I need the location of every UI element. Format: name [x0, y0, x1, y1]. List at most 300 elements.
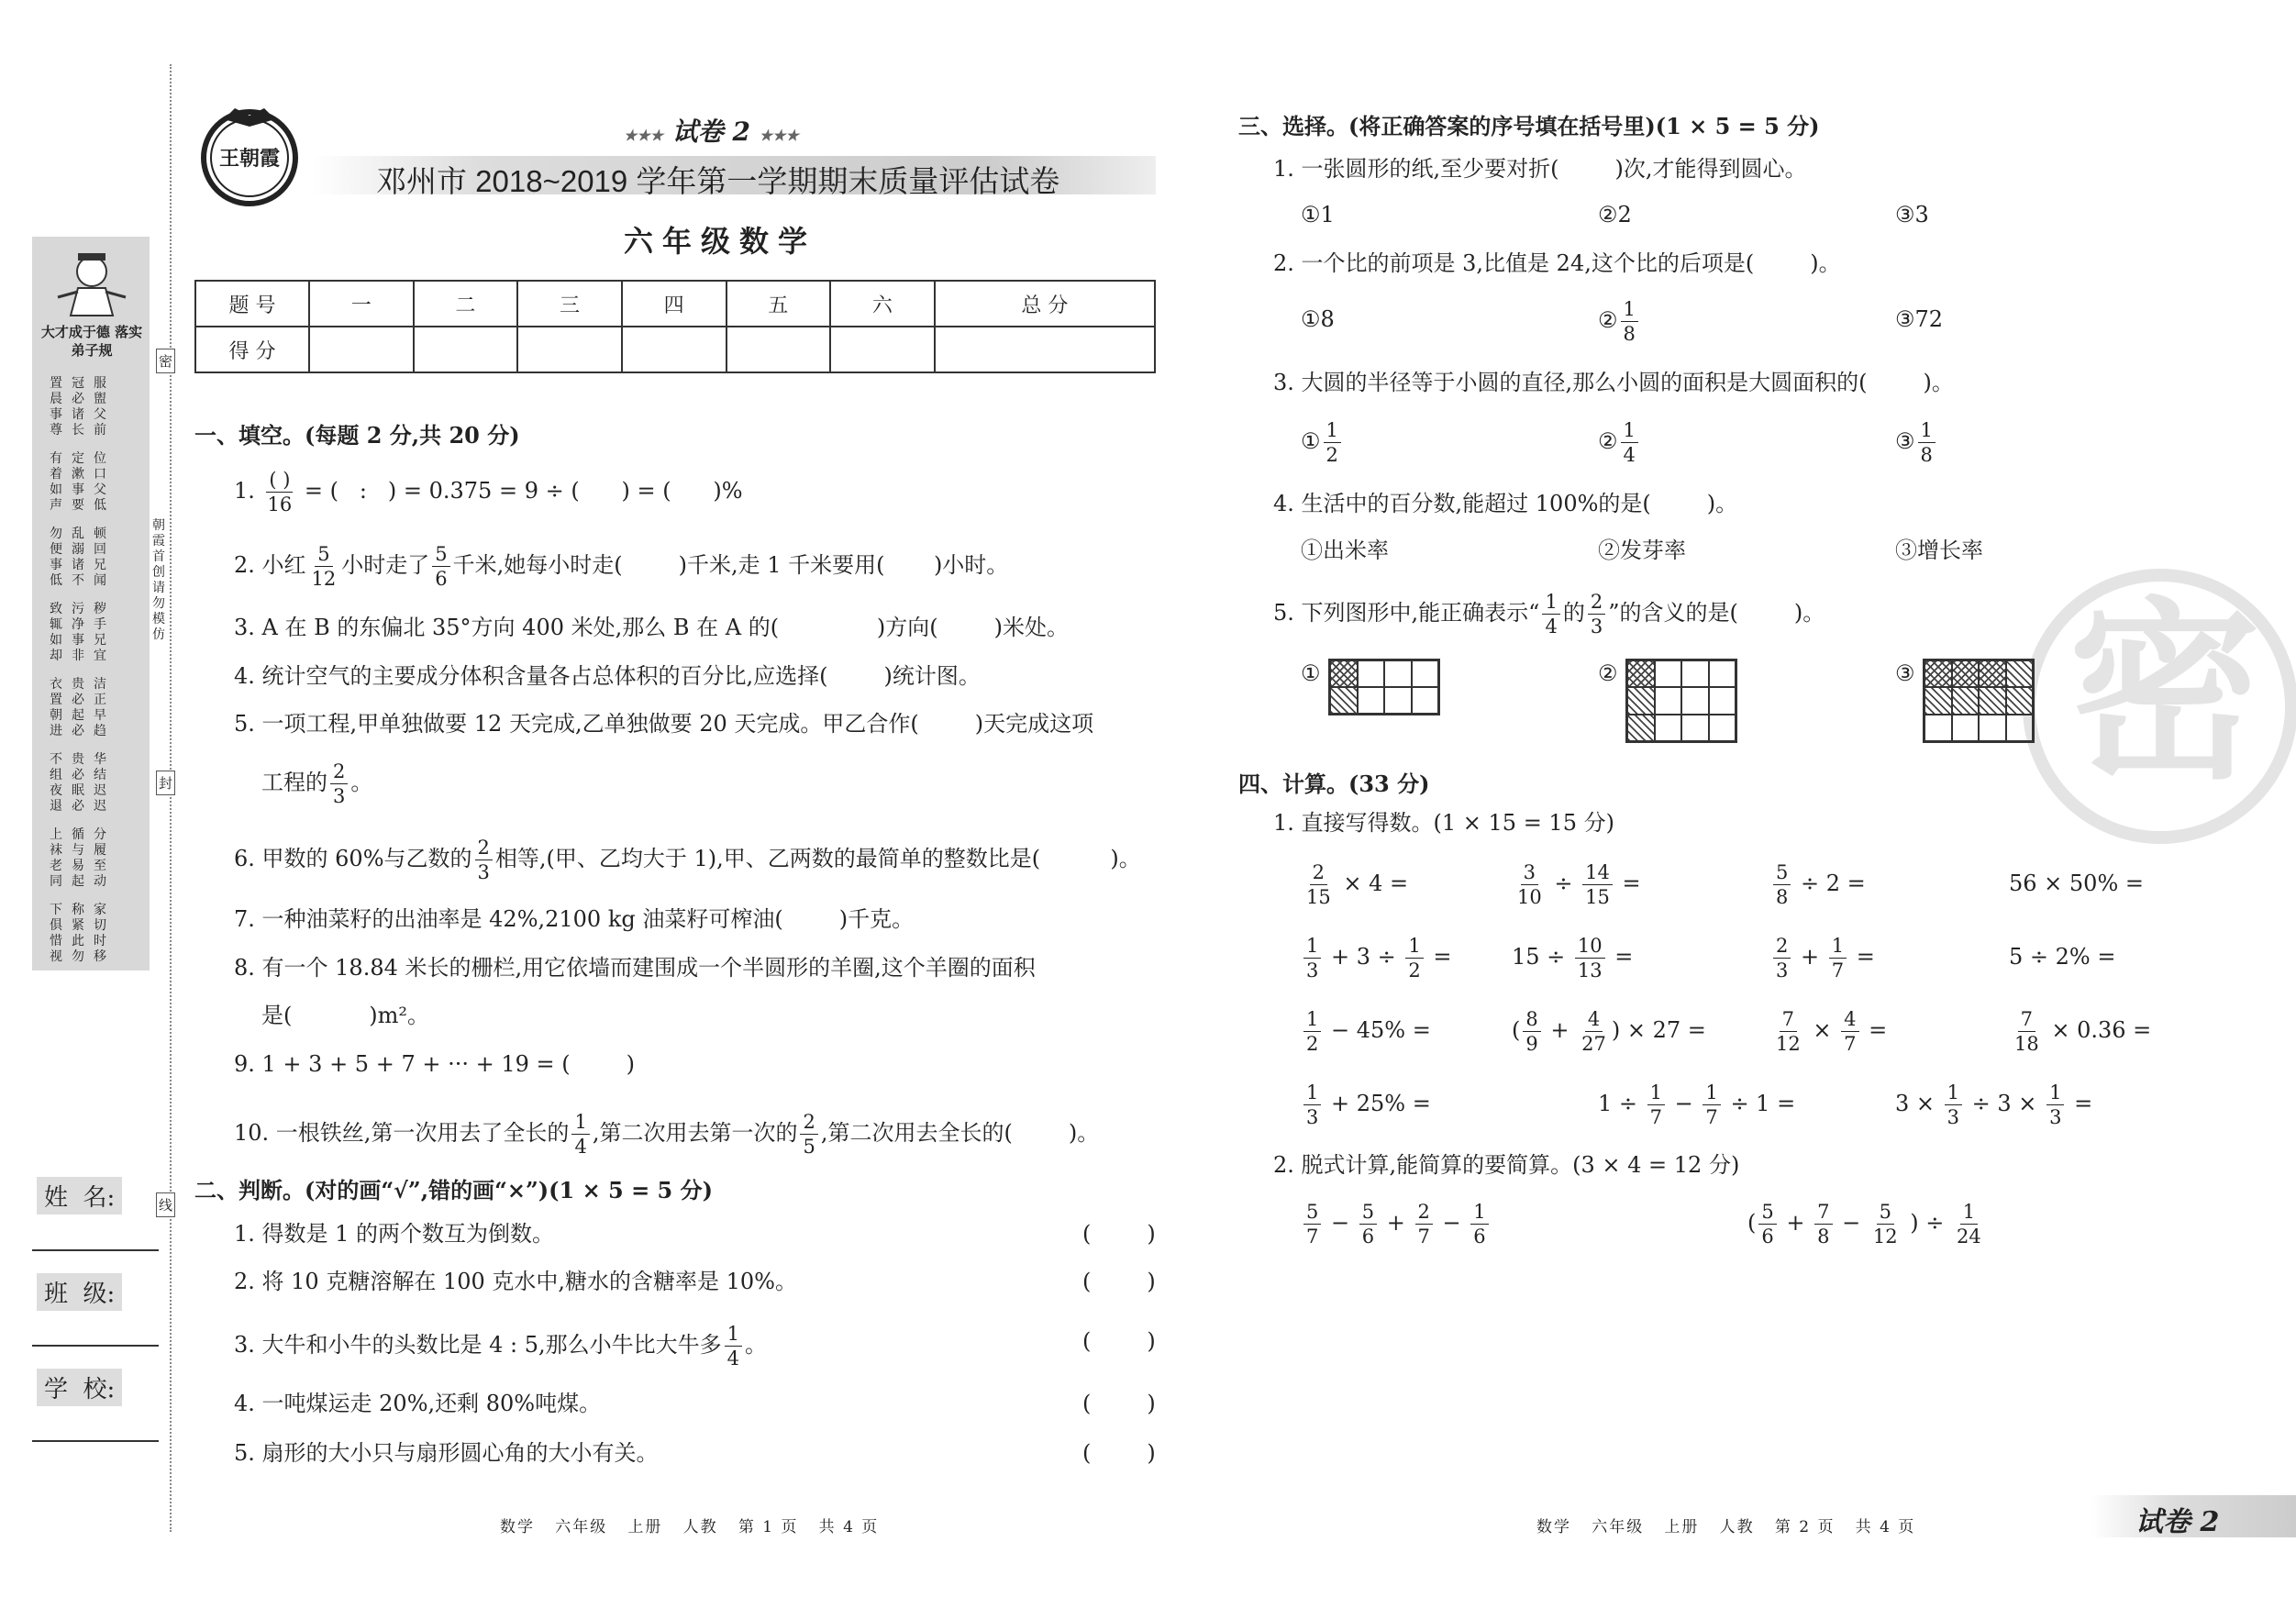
fraction	[571, 1112, 589, 1157]
calc-op: ÷	[1554, 871, 1573, 897]
calc-text: (	[1512, 1017, 1521, 1044]
s2-item: 1. 得数是 1 的两个数互为倒数。	[234, 1221, 555, 1247]
frac-num: 1	[1303, 936, 1321, 959]
frac-num: 1	[725, 1324, 742, 1347]
verse-col: 污净事非	[72, 602, 84, 663]
frac-den: 2	[1408, 959, 1421, 982]
score-header: 四	[622, 281, 727, 327]
fraction	[1841, 1009, 1858, 1054]
calc-item[interactable]	[1301, 936, 1452, 981]
footer-badge: 试卷 2	[2135, 1506, 2220, 1538]
grid-cell	[1709, 660, 1736, 687]
field-school-line[interactable]	[32, 1440, 159, 1442]
q-text: ,第二次用去全长的( )。	[820, 1120, 1100, 1147]
s4-sub1: 1. 直接写得数。(1 × 15 = 15 分)	[1273, 810, 1614, 836]
s2-answer-paren[interactable]: ( )	[1082, 1269, 1156, 1294]
s3-option[interactable]	[1598, 299, 1641, 344]
field-class-label: 班 级:	[37, 1273, 122, 1311]
score-cell[interactable]	[309, 327, 414, 372]
calc-text: + 25% =	[1331, 1091, 1431, 1117]
calc-text: =	[1614, 944, 1634, 970]
q-text: ”的含义的是( )。	[1608, 600, 1825, 627]
calc-item[interactable]	[1301, 862, 1408, 907]
grid-cell	[1655, 687, 1682, 714]
verse-col: 衣置朝进	[50, 677, 62, 738]
calc-op: +	[1786, 1210, 1805, 1237]
stars-right: ★★★	[759, 127, 799, 144]
calc-text: ÷ 2 =	[1801, 871, 1866, 897]
frac-den: 18	[2014, 1033, 2039, 1056]
verse-col: 贵必起必	[72, 677, 84, 738]
calc-op: −	[1842, 1210, 1861, 1237]
q-text: ,第二次用去第一次的	[592, 1120, 798, 1147]
fraction	[1621, 299, 1638, 344]
fraction	[432, 544, 449, 589]
frac-num: 1	[1542, 592, 1559, 615]
frac-den: 27	[1581, 1033, 1606, 1056]
s1-q1	[234, 470, 743, 515]
frac-den: 4	[727, 1347, 740, 1370]
footer-left: 数学 六年级 上册 人教 第 1 页 共 4 页	[500, 1518, 880, 1536]
fraction	[1703, 1082, 1720, 1127]
s3-option[interactable]: ①出米率	[1301, 538, 1389, 563]
q-text: 工程的	[261, 770, 327, 796]
grid-cell-crosshatched	[1330, 660, 1358, 687]
fraction	[725, 1324, 742, 1369]
grid-cell	[1681, 687, 1709, 714]
binding-mi: 密	[156, 349, 175, 373]
fraction	[1954, 1202, 1984, 1247]
s1-q5a[interactable]: 5. 一项工程,甲单独做要 12 天完成,乙单独做要 20 天完成。甲乙合作( )天完成这项	[234, 711, 1094, 737]
frac-num: 1	[1405, 936, 1423, 959]
frac-den: 3	[1306, 1106, 1319, 1129]
q-num: 1.	[234, 478, 255, 505]
calc-text: 3 ×	[1895, 1091, 1936, 1117]
fraction	[1470, 1202, 1488, 1247]
score-header: 三	[517, 281, 622, 327]
verse-col: 循与易起	[72, 827, 84, 889]
s3-option[interactable]: ①1	[1301, 202, 1335, 227]
frac-den: 7	[1705, 1106, 1718, 1129]
fraction	[1773, 936, 1791, 981]
binding-line	[170, 64, 172, 1532]
score-header: 一	[309, 281, 414, 327]
s3-option[interactable]	[1895, 420, 1938, 465]
fraction	[475, 837, 493, 882]
frac-den: 16	[267, 494, 293, 516]
s1-q8a: 8. 有一个 18.84 米长的栅栏,用它依墙而建围成一个半圆形的羊圈,这个羊圈的面积	[234, 955, 1036, 981]
sidebar-motto: 大才成于德 落实弟子规	[40, 324, 143, 359]
field-class-line[interactable]	[32, 1345, 159, 1347]
grid-cell	[1384, 660, 1412, 687]
frac-den: 3	[1776, 959, 1789, 982]
frac-den: 7	[1844, 1033, 1857, 1056]
calc-item[interactable]	[1512, 862, 1641, 907]
score-cell[interactable]	[622, 327, 727, 372]
binding-xian: 线	[156, 1192, 175, 1217]
exam-title: 邓州市 2018~2019 学年第一学期期末质量评估试卷	[376, 164, 1060, 198]
frac-den: 7	[1831, 959, 1845, 982]
calc-op: −	[1674, 1091, 1693, 1117]
grid-cell	[1655, 715, 1682, 741]
grid-cell	[1979, 715, 2006, 741]
fraction	[1758, 1202, 1776, 1247]
fraction	[1542, 592, 1559, 637]
frac-den: 3	[1947, 1106, 1960, 1129]
frac-num: 1	[1470, 1202, 1488, 1225]
s3-option[interactable]: ③72	[1895, 306, 1944, 332]
frac-den: 15	[1306, 886, 1331, 909]
q-text: 3. 大牛和小牛的头数比是 4 : 5,那么小牛比大牛多	[234, 1332, 722, 1359]
frac-num: 2	[1773, 936, 1791, 959]
frac-num[interactable]: ( )	[266, 470, 293, 493]
s3-option[interactable]: ③增长率	[1895, 538, 1983, 563]
frac-num: 1	[1945, 1082, 1962, 1105]
frac-num: 7	[2018, 1009, 2035, 1032]
s2-item: 2. 将 10 克糖溶解在 100 克水中,糖水的含糖率是 10%。	[234, 1269, 797, 1294]
s3-q4[interactable]: 4. 生活中的百分数,能超过 100%的是( )。	[1273, 491, 1738, 516]
s1-q10[interactable]	[234, 1112, 1099, 1157]
s4-sub2: 2. 脱式计算,能简算的要简算。(3 × 4 = 12 分)	[1273, 1152, 1740, 1178]
frac-num: 5	[1359, 1202, 1377, 1225]
grid-cell-hatched	[2006, 660, 2034, 687]
fraction	[1621, 420, 1638, 465]
q-text[interactable]: = ( : ) = 0.375 = 9 ÷ ( ) = ( )%	[304, 478, 743, 505]
section1-title: 一、填空。(每题 2 分,共 20 分)	[194, 422, 520, 449]
frac-den: 3	[1306, 959, 1319, 982]
series-tag	[624, 112, 799, 149]
frac-num: 1	[1703, 1082, 1720, 1105]
frac-num: 5	[1773, 862, 1791, 885]
frac-num: 5	[315, 544, 332, 567]
frac-den: 8	[1776, 886, 1789, 909]
frac-den: 3	[1590, 616, 1603, 638]
frac-num: 2	[330, 761, 348, 784]
grid-cell	[1681, 715, 1709, 741]
grid-cell	[1384, 687, 1412, 714]
s3-fig-label[interactable]: ②	[1598, 660, 1618, 686]
calc-item[interactable]: 56 × 50% =	[2009, 871, 2144, 896]
frac-num: 2	[475, 837, 493, 860]
frac-num: 10	[1575, 936, 1605, 959]
grid-cell-crosshatched	[1924, 660, 1952, 687]
calc-item[interactable]	[1598, 1082, 1795, 1127]
grid-cell	[2006, 715, 2034, 741]
calc-text: =	[1856, 944, 1875, 970]
s2-answer-paren[interactable]: ( )	[1082, 1440, 1156, 1466]
q-text: 。	[350, 770, 373, 796]
calc-op: ×	[1813, 1017, 1832, 1044]
calc-item[interactable]	[1895, 1082, 2092, 1127]
fraction	[1829, 936, 1847, 981]
verse-col: 家切时移	[94, 903, 106, 964]
fraction-figure-2[interactable]	[1625, 659, 1737, 743]
s3-q5[interactable]	[1273, 592, 1825, 637]
score-header: 五	[727, 281, 831, 327]
calc-item[interactable]: 5 ÷ 2% =	[2009, 944, 2116, 970]
score-header-row	[195, 281, 1155, 327]
verse-col: 致辄如却	[50, 602, 62, 663]
field-name-label: 姓 名:	[37, 1177, 122, 1214]
frac-num: 1	[1918, 420, 1936, 443]
calc-item[interactable]	[1301, 1009, 1431, 1054]
s2-answer-paren[interactable]: ( )	[1082, 1221, 1156, 1247]
fraction-figure-1[interactable]	[1328, 659, 1440, 715]
s1-q9[interactable]: 9. 1 + 3 + 5 + 7 + ··· + 19 = ( )	[234, 1051, 635, 1077]
calc-op: ÷ 3 ×	[1971, 1091, 2037, 1117]
frac-den: 4	[1545, 616, 1558, 638]
frac-num: 1	[571, 1112, 589, 1135]
calc-op: + 3 ÷	[1331, 944, 1396, 970]
s3-option[interactable]	[1301, 420, 1344, 465]
s3-q3[interactable]: 3. 大圆的半径等于小圆的直径,那么小圆的面积是大圆面积的( )。	[1273, 370, 1954, 395]
s3-option[interactable]: ③3	[1895, 202, 1929, 227]
s3-q2[interactable]: 2. 一个比的前项是 3,比值是 24,这个比的后项是( )。	[1273, 250, 1841, 276]
score-cell[interactable]	[935, 327, 1155, 372]
calc-text: ) × 27 =	[1611, 1017, 1706, 1044]
verse-col: 有着如声	[50, 451, 62, 513]
frac-den: 4	[1623, 444, 1636, 467]
frac-num: 4	[1585, 1009, 1603, 1032]
calc-item[interactable]	[1512, 936, 1633, 981]
s3-option[interactable]	[1598, 420, 1641, 465]
frac-num: 1	[1621, 420, 1638, 443]
verse-col: 服盥父前	[94, 376, 106, 438]
s1-q7[interactable]: 7. 一种油菜籽的出油率是 42%,2100 kg 油菜籽可榨油( )千克。	[234, 906, 915, 932]
grid-cell-hatched	[1330, 687, 1358, 714]
score-cell[interactable]	[830, 327, 935, 372]
frac-num: 5	[1877, 1202, 1894, 1225]
fraction	[1870, 1202, 1901, 1247]
s3-q1[interactable]: 1. 一张圆形的纸,至少要对折( )次,才能得到圆心。	[1273, 156, 1807, 182]
verse-col: 不组夜退	[50, 752, 62, 814]
stars-left: ★★★	[624, 127, 664, 144]
frac-den: 6	[1361, 1225, 1375, 1248]
grid-cell-hatched	[1952, 687, 1980, 714]
calc-text: × 0.36 =	[2051, 1017, 2152, 1044]
calc-text: ÷ 1 =	[1730, 1091, 1796, 1117]
frac-num: 14	[1582, 862, 1613, 885]
q-text: 10. 一根铁丝,第一次用去了全长的	[234, 1120, 570, 1147]
frac-num: 2	[1415, 1202, 1433, 1225]
s2-item: 5. 扇形的大小只与扇形圆心角的大小有关。	[234, 1440, 659, 1466]
score-header: 二	[414, 281, 518, 327]
frac-num: 1	[1647, 1082, 1665, 1105]
grid-cell	[1412, 660, 1439, 687]
frac-num: 7	[1814, 1202, 1832, 1225]
calc-item[interactable]	[1770, 936, 1875, 981]
calc-text: =	[1622, 871, 1641, 897]
verse-col: 定漱事要	[72, 451, 84, 513]
frac-den: 24	[1957, 1225, 1981, 1248]
frac-den: 7	[1306, 1225, 1319, 1248]
fraction	[330, 761, 348, 806]
score-header: 总 分	[935, 281, 1155, 327]
fraction	[2046, 1082, 2064, 1127]
score-header: 题 号	[195, 281, 309, 327]
calc-op: +	[1801, 944, 1820, 970]
q-text: 的	[1562, 600, 1585, 627]
s1-q3[interactable]: 3. A 在 B 的东偏北 35°方向 400 米处,那么 B 在 A 的( )方向( )米处。	[234, 615, 1070, 640]
frac-num: 4	[1841, 1009, 1858, 1032]
score-cell[interactable]	[727, 327, 831, 372]
frac-den: 5	[803, 1136, 815, 1159]
opt-mark: ①	[1301, 428, 1321, 455]
s2-item	[234, 1324, 767, 1369]
frac-num: 2	[800, 1112, 817, 1135]
q-text: 2. 小红	[234, 552, 306, 579]
s1-q4[interactable]: 4. 统计空气的主要成分体积含量各占总体积的百分比,应选择( )统计图。	[234, 663, 981, 689]
field-name-line[interactable]	[32, 1249, 159, 1251]
grid-cell-hatched	[1627, 687, 1655, 714]
s2-answer-paren[interactable]: ( )	[1082, 1328, 1156, 1354]
verse-col: 位口父低	[94, 451, 106, 513]
calc-text: 15 ÷	[1512, 944, 1566, 970]
grid-cell-crosshatched	[1979, 660, 2006, 687]
calc-item[interactable]	[1770, 862, 1866, 907]
fraction	[1523, 1009, 1540, 1054]
q-text: 小时走了	[341, 552, 430, 579]
grid-cell-hatched	[1627, 715, 1655, 741]
q-text: 相等,(甲、乙均大于 1),甲、乙两数的最简单的整数比是( )。	[494, 846, 1141, 872]
score-cell[interactable]	[517, 327, 622, 372]
s1-q2[interactable]	[234, 544, 1008, 589]
frac-num: 5	[432, 544, 449, 567]
grid-cell	[1358, 660, 1385, 687]
verse-col: 乱溺诸不	[72, 527, 84, 588]
frac-den: 6	[1761, 1225, 1774, 1248]
opt-mark: ②	[1598, 307, 1618, 334]
verse-col: 勿便事低	[50, 527, 62, 588]
verse-col: 冠必诸长	[72, 376, 84, 438]
frac-num: 1	[1303, 1082, 1321, 1105]
fraction	[800, 1112, 817, 1157]
frac-den: 10	[1517, 886, 1542, 909]
exam-subject: 六年级数学	[624, 224, 817, 259]
calc-text: ) ÷	[1910, 1210, 1945, 1237]
frac-num: 1	[1303, 1009, 1321, 1032]
calc-item[interactable]	[1301, 1082, 1431, 1127]
binding-feng: 封	[156, 771, 175, 795]
score-cell[interactable]	[414, 327, 518, 372]
fraction	[1773, 1009, 1803, 1054]
frac-den: 12	[1872, 1225, 1898, 1248]
verse-col: 上袜老同	[50, 827, 62, 889]
q-text: 千米,她每小时走( )千米,走 1 千米要用( )小时。	[452, 552, 1009, 579]
frac-num: 1	[1960, 1202, 1978, 1225]
grid-cell	[1952, 715, 1980, 741]
verse-block	[46, 376, 138, 963]
series-label: 试卷 2	[671, 116, 751, 147]
frac-num: 2	[1588, 592, 1605, 615]
score-cell: 得 分	[195, 327, 309, 372]
expr-item[interactable]	[1301, 1202, 1492, 1247]
verse-col: 顿回兄闻	[94, 527, 106, 588]
calc-item[interactable]	[1512, 1009, 1706, 1054]
fraction	[1324, 420, 1341, 465]
grid-cell-crosshatched	[1627, 660, 1655, 687]
calc-text: =	[2074, 1091, 2093, 1117]
frac-den: 15	[1585, 886, 1610, 909]
frac-den: 13	[1577, 959, 1603, 982]
fraction	[1945, 1082, 1962, 1127]
logo-text: 王朝霞	[218, 147, 280, 171]
frac-den: 8	[1920, 444, 1933, 467]
s3-option[interactable]: ①8	[1301, 306, 1335, 332]
s1-q8b[interactable]: 是( )m²。	[261, 1003, 430, 1028]
fraction	[1918, 420, 1936, 465]
frac-num: 3	[1521, 862, 1538, 885]
fraction	[1773, 862, 1791, 907]
fraction	[1303, 1082, 1321, 1127]
grid-cell	[1924, 715, 1952, 741]
s3-fig-label[interactable]: ①	[1301, 660, 1321, 686]
calc-item[interactable]	[2009, 1009, 2151, 1054]
verse-col: 分履至动	[94, 827, 106, 889]
frac-num: 8	[1523, 1009, 1540, 1032]
q-text: 5. 下列图形中,能正确表示“	[1273, 600, 1540, 627]
opt-mark: ③	[1895, 428, 1915, 455]
fraction	[265, 470, 295, 515]
s1-q6[interactable]	[234, 837, 1141, 882]
fraction	[1405, 936, 1423, 981]
expr-item[interactable]	[1747, 1202, 1987, 1247]
fraction-figure-3[interactable]	[1923, 659, 2035, 743]
frac-num: 1	[1324, 420, 1341, 443]
s1-q5b	[261, 761, 372, 806]
frac-num: 1	[2046, 1082, 2064, 1105]
score-value-row	[195, 327, 1155, 372]
frac-den: 7	[1649, 1106, 1663, 1129]
frac-num: 5	[1758, 1202, 1776, 1225]
fraction	[1303, 936, 1321, 981]
frac-den: 12	[311, 568, 337, 591]
grid-cell	[1412, 687, 1439, 714]
s3-fig-label[interactable]: ③	[1895, 660, 1915, 686]
fraction	[1647, 1082, 1665, 1127]
calc-op: +	[1386, 1210, 1405, 1237]
q-text: 。	[745, 1332, 768, 1359]
fraction	[2012, 1009, 2042, 1054]
frac-den: 8	[1817, 1225, 1830, 1248]
frac-den: 4	[574, 1136, 587, 1159]
calc-text: =	[1433, 944, 1452, 970]
section4-title: 四、计算。(33 分)	[1238, 771, 1430, 797]
s3-option[interactable]: ②发芽率	[1598, 538, 1686, 563]
frac-den: 8	[1623, 323, 1636, 346]
watermark-text: 密	[2069, 579, 2262, 805]
section3-title: 三、选择。(将正确答案的序号填在括号里)(1 × 5 = 5 分)	[1238, 113, 1820, 139]
calc-item[interactable]	[1770, 1009, 1887, 1054]
binding-notes: 朝霞首创 请勿模仿	[152, 518, 165, 642]
frac-num: 1	[1829, 936, 1847, 959]
s3-option[interactable]: ②2	[1598, 202, 1632, 227]
frac-num: 7	[1780, 1009, 1797, 1032]
s2-answer-paren[interactable]: ( )	[1082, 1391, 1156, 1416]
calc-text: =	[1869, 1017, 1888, 1044]
frac-num: 1	[1621, 299, 1638, 322]
verse-col: 洁正早趋	[94, 677, 106, 738]
s2-item: 4. 一吨煤运走 20%,还剩 80%吨煤。	[234, 1391, 602, 1416]
fraction	[1303, 1202, 1321, 1247]
verse-col: 华结迟迟	[94, 752, 106, 814]
frac-den: 3	[333, 785, 346, 808]
frac-den: 9	[1525, 1033, 1538, 1056]
brand-logo	[194, 101, 305, 211]
fraction	[1359, 1202, 1377, 1247]
frac-den: 3	[2049, 1106, 2062, 1129]
fraction	[1303, 862, 1334, 907]
